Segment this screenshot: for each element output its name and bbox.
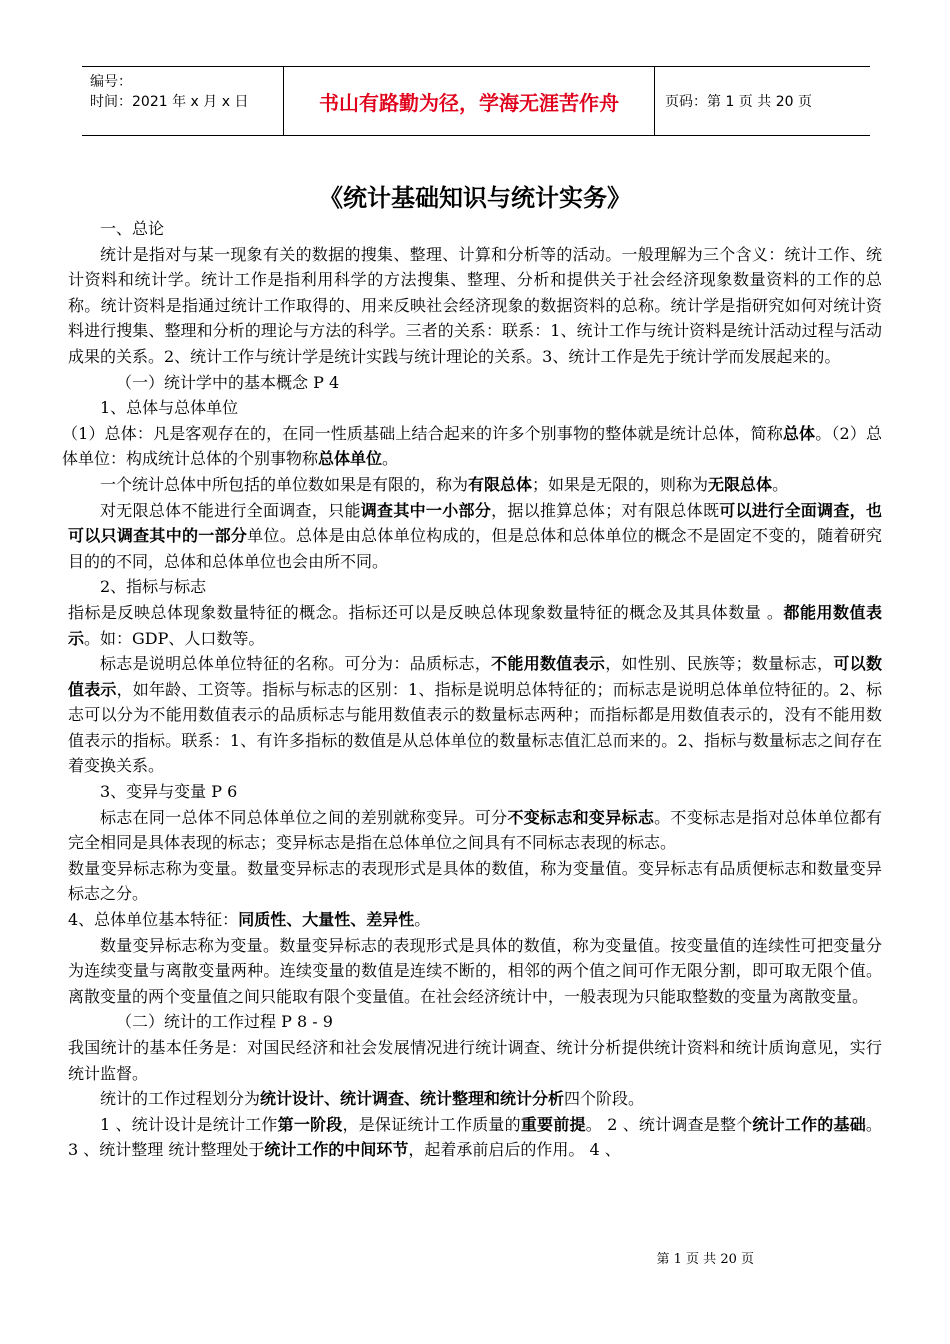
paragraph: 一个统计总体中所包括的单位数如果是有限的，称为有限总体；如果是无限的，则称为无限总体。 xyxy=(100,474,789,494)
paragraph: 数量变异标志称为变量。数量变异标志的表现形式是具体的数值，称为变量值。按变量值的连续性可把变量分为连续变量与离散变量两种。连续变量的数值是连续不断的，相邻的两个值之间可作无限分割，即可取无限个值。离散变量的两个变量值之间只能取有限个变量值。在社会经济统计中，一般表现为只能取整数的变量为离散变量。 xyxy=(68,935,882,1006)
paragraph: 标志在同一总体不同总体单位之间的差别就称变异。可分不变标志和变异标志。不变标志是指对总体单位都有完全相同是具体表现的标志；变异标志是指在总体单位之间具有不同标志表现的标志。 xyxy=(68,807,882,853)
paragraph: 指标是反映总体现象数量特征的概念。指标还可以是反映总体现象数量特征的概念及其具体数量 。都能用数值表示。如：GDP、人口数等。 xyxy=(68,602,882,648)
paragraph: （1）总体：凡是客观存在的，在同一性质基础上结合起来的许多个别事物的整体就是统计总体，简称总体。（2）总体单位：构成统计总体的个别事物称总体单位。 xyxy=(62,423,882,469)
subsection-heading: 1、总体与总体单位 xyxy=(100,398,239,418)
paragraph: 对无限总体不能进行全面调查，只能调查其中一小部分，据以推算总体；对有限总体既可以进行全面调查，也可以只调查其中的一部分单位。总体是由总体单位构成的，但是总体和总体单位的概念不是固定不变的，随着研究目的的不同，总体和总体单位也会由所不同。 xyxy=(68,500,882,571)
header-page-info: 页码：第 1 页 共 20 页 xyxy=(665,94,812,110)
paragraph: 标志是说明总体单位特征的名称。可分为：品质标志，不能用数值表示，如性别、民族等；数量标志，可以数值表示，如年龄、工资等。指标与标志的区别：1、指标是说明总体特征的；而标志是说明总体单位特征的。2、标志可以分为不能用数值表示的品质标志与能用数值表示的数量标志两种；而指标都是用数值表示的，没有不能用数值表示的指标。联系：1、有许多指标的数值是从总体单位的数量标志值汇总而来的。2、指标与数量标志之间存在着变换关系。 xyxy=(68,654,882,776)
subsection-heading: 3、变异与变量 P 6 xyxy=(100,782,238,802)
document-code: 编号： xyxy=(90,74,132,90)
page-header xyxy=(82,66,870,136)
header-motto: 书山有路勤为径，学海无涯苦作舟 xyxy=(284,67,655,135)
paragraph: 统计是指对与某一现象有关的数据的搜集、整理、计算和分析等的活动。一般理解为三个含义：统计工作、统计资料和统计学。统计工作是指利用科学的方法搜集、整理、分析和提供关于社会经济现象数量资料的工作的总称。统计资料是指通过统计工作取得的、用来反映社会经济现象的数据资料的总称。统计学是指研究如何对统计资料进行搜集、整理和分析的理论与方法的科学。三者的关系：联系：1、统计工作与统计资料是统计活动过程与活动成果的关系。2、统计工作与统计学是统计实践与统计理论的关系。3、统计工作是先于统计学而发展起来的。 xyxy=(68,244,882,366)
paragraph: 数量变异标志称为变量。数量变异标志的表现形式是具体的数值，称为变量值。变异标志有品质便标志和数量变异标志之分。 xyxy=(68,858,882,904)
page-footer: 第 1 页 共 20 页 xyxy=(656,1252,754,1267)
subsection-heading: 2、指标与标志 xyxy=(100,577,207,597)
subsection-heading: （二）统计的工作过程 P 8 - 9 xyxy=(116,1012,333,1032)
paragraph: 1 、统计设计是统计工作第一阶段，是保证统计工作质量的重要前提。 2 、统计调查是整个统计工作的基础。 3 、统计整理 统计整理处于统计工作的中间环节，起着承前启后的作用。 4 、 xyxy=(68,1114,882,1160)
header-meta xyxy=(82,67,284,135)
paragraph: 4、总体单位基本特征：同质性、大量性、差异性。 xyxy=(68,910,431,930)
paragraph: 统计的工作过程划分为统计设计、统计调查、统计整理和统计分析四个阶段。 xyxy=(100,1089,645,1109)
subsection-heading: （一）统计学中的基本概念 P 4 xyxy=(116,372,340,392)
paragraph: 我国统计的基本任务是：对国民经济和社会发展情况进行统计调查、统计分析提供统计资料和统计质询意见，实行统计监督。 xyxy=(68,1038,882,1083)
document-title: 《统计基础知识与统计实务》 xyxy=(319,184,631,212)
document-body xyxy=(62,216,882,1163)
section-heading: 一、总论 xyxy=(100,219,165,238)
document-date: 时间：2021 年 x 月 x 日 xyxy=(90,94,249,110)
